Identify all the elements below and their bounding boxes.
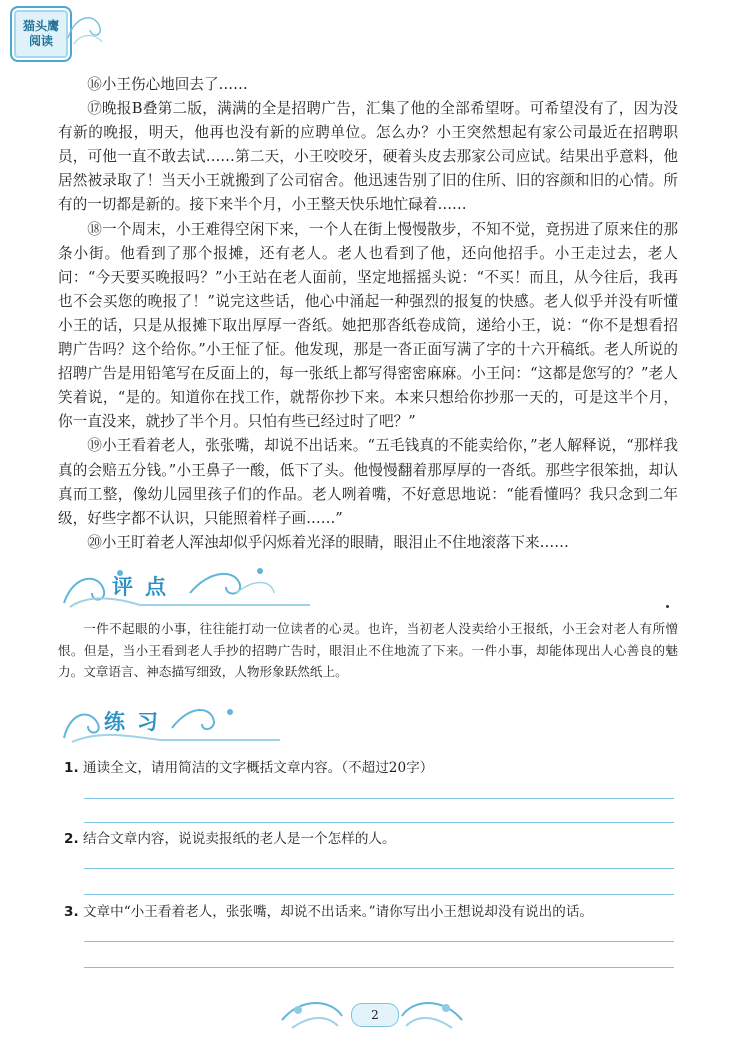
answer-line[interactable] [84,798,674,799]
question-2 [64,829,684,849]
logo-line-1: 猫头鹰 [22,19,59,33]
story-body [58,73,678,555]
answer-line[interactable] [84,868,674,869]
question-text: 通读全文，请用简洁的文字概括文章内容。（不超过20字） [82,760,434,776]
stray-dot [666,605,669,608]
review-body [58,618,678,683]
exercise-section-header [60,698,300,746]
page-number: 2 [351,1003,399,1027]
question-text: 结合文章内容，说说卖报纸的老人是一个怎样的人。 [82,831,396,847]
answer-line[interactable] [84,894,674,895]
question-3 [64,902,684,922]
paragraph-18: ⑱一个周末，小王难得空闲下来，一个人在街上慢慢散步，不知不觉，竟拐进了原来住的那条小街。他看到了那个报摊，还有老人。老人也看到了他，还向他招手。小王走过去，老人问：“今天要买晚报吗？”小王站在老人面前，坚定地摇摇头说：“不买！而且，从今往后，我再也不会买您的晚报了！”说完这些话，他心中涌起一种强烈的报复的快感。老人似乎并没有听懂小王的话，只是从报摊下取出厚厚一沓纸。她把那沓纸卷成筒，递给小王，说：“你不是想看招聘广告吗？这个给你。”小王怔了怔。他发现，那是一沓正面写满了字的十六开稿纸。老人所说的招聘广告是用铅笔写在反面上的，每一张纸上都写得密密麻麻。小王问：“这都是您写的？”老人笑着说，“是的。知道你在找工作，就帮你抄下来。本来只想给你抄那一天的，可是这半个月，你一直没来，就抄了半个月。只怕有些已经过时了吧？” [58,220,678,431]
paragraph-17: ⑰晚报B叠第二版，满满的全是招聘广告，汇集了他的全部希望呀。可希望没有了，因为没有新的晚报，明天，他再也没有新的应聘单位。怎么办？小王突然想起有家公司最近在招聘职员，可他一直不敢去试……第二天，小王咬咬牙，硬着头皮去那家公司应试。结果出乎意料，他居然被录取了！当天小王就搬到了公司宿舍。他迅速告别了旧的住所、旧的容颜和旧的心情。所有的一切都是新的。接下来半个月，小王整天快乐地忙碌着…… [58,100,678,214]
logo-line-2: 阅读 [28,34,53,48]
owl-reading-logo [10,6,72,62]
cloud-ornament-icon [60,563,330,611]
paragraph-19: ⑲小王看着老人，张张嘴，却说不出话来。“五毛钱真的不能卖给你，”老人解释说，“那样我真的会赔五分钱。”小王鼻子一酸，低下了头。他慢慢翻着那厚厚的一沓纸。那些字很笨拙，却认真而工整，像幼儿园里孩子们的作品。老人咧着嘴，不好意思地说：“能看懂吗？我只念到二年级，好些字都不认识，只能照着样子画……” [58,437,678,527]
answer-line[interactable] [84,967,674,968]
answer-line[interactable] [84,822,674,823]
question-1 [64,758,684,778]
swirl-ornament-icon [66,8,106,48]
question-number: 3. [64,904,79,920]
review-section-header [60,563,330,611]
paragraph-20: ⑳小王盯着老人浑浊却似乎闪烁着光泽的眼睛，眼泪止不住地滚落下来…… [87,533,569,551]
review-heading: 评点 [112,575,178,599]
question-number: 2. [64,831,79,847]
answer-line[interactable] [84,941,674,942]
paragraph-16: ⑯小王伤心地回去了…… [87,76,248,93]
review-paragraph: 一件不起眼的小事，往往能打动一位读者的心灵。也许，当初老人没卖给小王报纸，小王会对老人有所憎恨。但是，当小王看到老人手抄的招聘广告时，眼泪止不住地流了下来。一件小事，却能体现出人心善良的魅力。文章语言、神态描写细致，人物形象跃然纸上。 [58,621,678,679]
exercise-heading: 练习 [104,710,170,734]
question-text: 文章中“小王看着老人，张张嘴，却说不出话来。”请你写出小王想说却没有说出的话。 [82,904,594,920]
question-number: 1. [64,760,79,776]
cloud-ornament-icon [60,698,300,746]
